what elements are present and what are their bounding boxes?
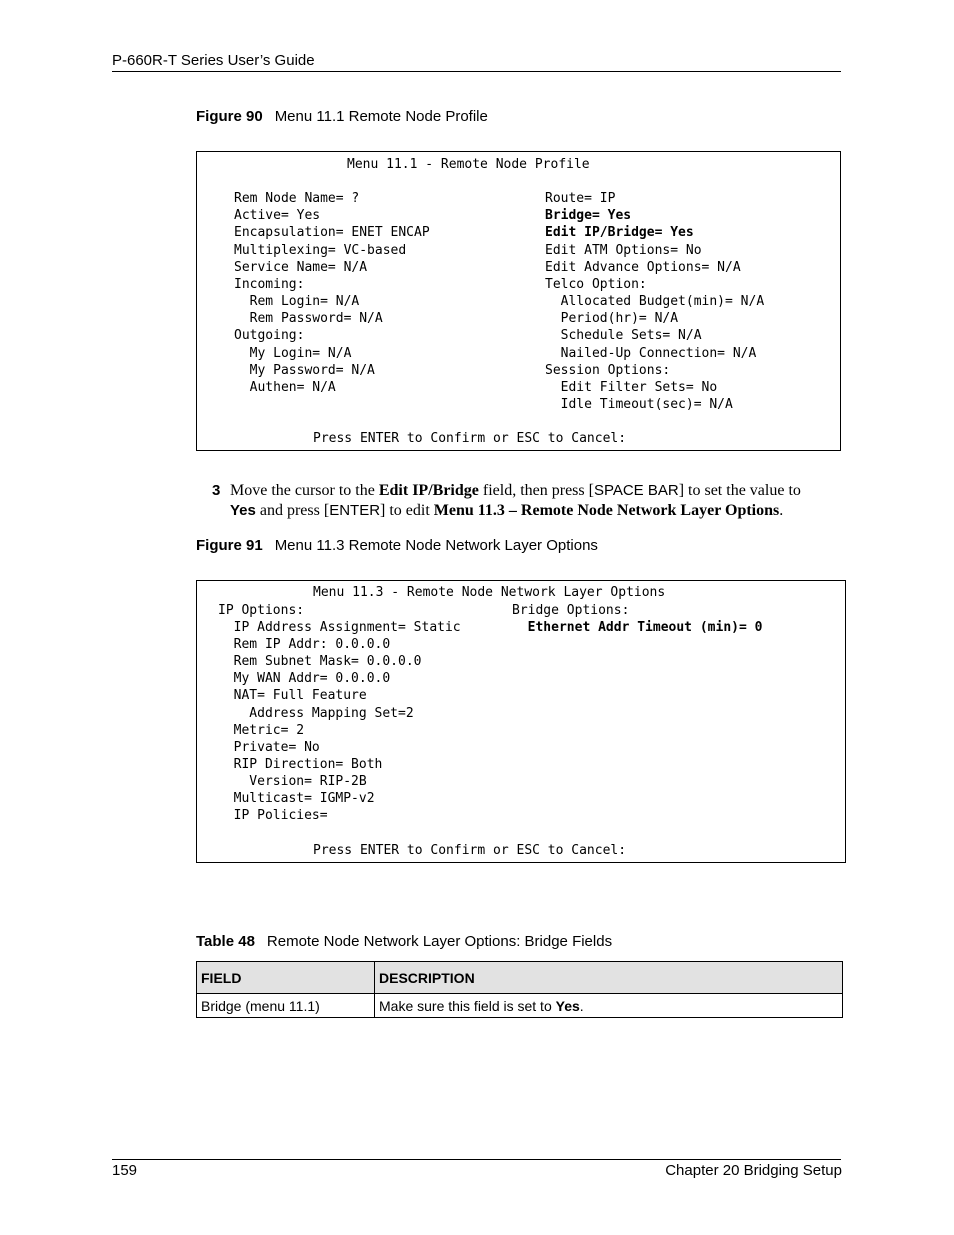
column-header: DESCRIPTION [375,962,843,994]
field-name: Edit IP/Bridge [378,482,479,499]
screen-title: Menu 11.1 - Remote Node Profile [347,157,590,172]
screen-field-highlighted: Ethernet Addr Timeout (min)= 0 [512,620,763,635]
screen-field: My Login= N/A [234,346,352,361]
screen-field: Edit Filter Sets= No [545,380,718,395]
screen-field: Metric= 2 [218,723,305,738]
screen-field: Rem IP Addr: 0.0.0.0 [218,637,391,652]
screen-prompt: Press ENTER to Confirm or ESC to Cancel: [313,431,627,446]
menu-11-1-screen [196,151,841,451]
screen-field: Service Name= N/A [234,260,368,275]
step-text: . [779,502,784,519]
screen-field: My WAN Addr= 0.0.0.0 [218,671,391,686]
menu-name: Menu 11.3 – Remote Node Network Layer Options [433,502,780,519]
field-cell: Bridge (menu 11.1) [197,994,375,1018]
screen-field: Outgoing: [234,328,305,343]
table-row [197,994,843,1018]
screen-field: Nailed-Up Connection= N/A [545,346,757,361]
chapter-title: Chapter 20 Bridging Setup [665,1162,842,1179]
screen-field: Schedule Sets= N/A [545,328,702,343]
screen-field: Private= No [218,740,320,755]
screen-field: IP Address Assignment= Static [218,620,461,635]
step-text: Move the cursor to the [230,482,379,499]
description-cell [375,994,843,1018]
screen-prompt: Press ENTER to Confirm or ESC to Cancel: [313,843,627,858]
key-name: SPACE BAR [593,482,679,499]
screen-field: Address Mapping Set=2 [218,706,414,721]
screen-field-highlighted: Edit IP/Bridge= Yes [545,225,694,240]
value-name: Yes [230,502,256,519]
description-bold: Yes [555,997,580,1014]
screen-field: Encapsulation= ENET ENCAP [234,225,430,240]
step-text: ] to set the value to [678,482,801,499]
screen-field: Rem Login= N/A [234,294,360,309]
screen-field: IP Policies= [218,808,328,823]
screen-field: Rem Node Name= ? [234,191,360,206]
table-48-caption [196,933,612,950]
screen-field: Authen= N/A [234,380,336,395]
screen-field: Telco Option: [545,277,647,292]
screen-field: Edit ATM Options= No [545,243,702,258]
screen-field: IP Options: [218,603,305,618]
screen-field: Edit Advance Options= N/A [545,260,741,275]
running-header: P-660R-T Series User’s Guide [112,52,315,69]
screen-field: Incoming: [234,277,305,292]
table-title: Remote Node Network Layer Options: Bridge Fields [266,933,613,950]
header-rule [112,71,841,72]
screen-field: Rem Password= N/A [234,311,383,326]
screen-field: Allocated Budget(min)= N/A [545,294,765,309]
screen-field: Active= Yes [234,208,321,223]
page-number: 159 [112,1162,138,1179]
screen-field: Route= IP [545,191,616,206]
description-text: Make sure this field is set to [379,997,556,1014]
figure-label: Figure 90 [196,108,263,125]
step-number: 3 [212,482,221,499]
step-text: field, then press [ [478,482,594,499]
screen-field: My Password= N/A [234,363,375,378]
table-label: Table 48 [196,933,255,950]
figure-title: Menu 11.3 Remote Node Network Layer Options [274,537,598,554]
table-header-row [197,962,843,994]
screen-title: Menu 11.3 - Remote Node Network Layer Options [313,585,666,600]
step-3-instruction [212,481,842,521]
key-name: ENTER [329,502,381,519]
screen-field: Idle Timeout(sec)= N/A [545,397,733,412]
screen-field: Version= RIP-2B [218,774,367,789]
screen-field: Multicast= IGMP-v2 [218,791,375,806]
screen-field-highlighted: Bridge= Yes [545,208,632,223]
step-text: and press [ [255,502,330,519]
screen-field: Session Options: [545,363,671,378]
column-header: FIELD [197,962,375,994]
menu-11-3-screen [196,580,846,863]
screen-field: RIP Direction= Both [218,757,383,772]
figure-title: Menu 11.1 Remote Node Profile [274,108,488,125]
description-text: . [579,997,584,1014]
figure-90-caption [196,108,488,125]
screen-field: Rem Subnet Mask= 0.0.0.0 [218,654,422,669]
screen-field: Period(hr)= N/A [545,311,679,326]
bridge-fields-table [196,961,843,1018]
figure-label: Figure 91 [196,537,263,554]
screen-field: Multiplexing= VC-based [234,243,407,258]
screen-field: NAT= Full Feature [218,688,367,703]
screen-field: Bridge Options: [512,603,630,618]
figure-91-caption [196,537,598,554]
footer-rule [112,1159,841,1160]
step-text: ] to edit [380,502,434,519]
